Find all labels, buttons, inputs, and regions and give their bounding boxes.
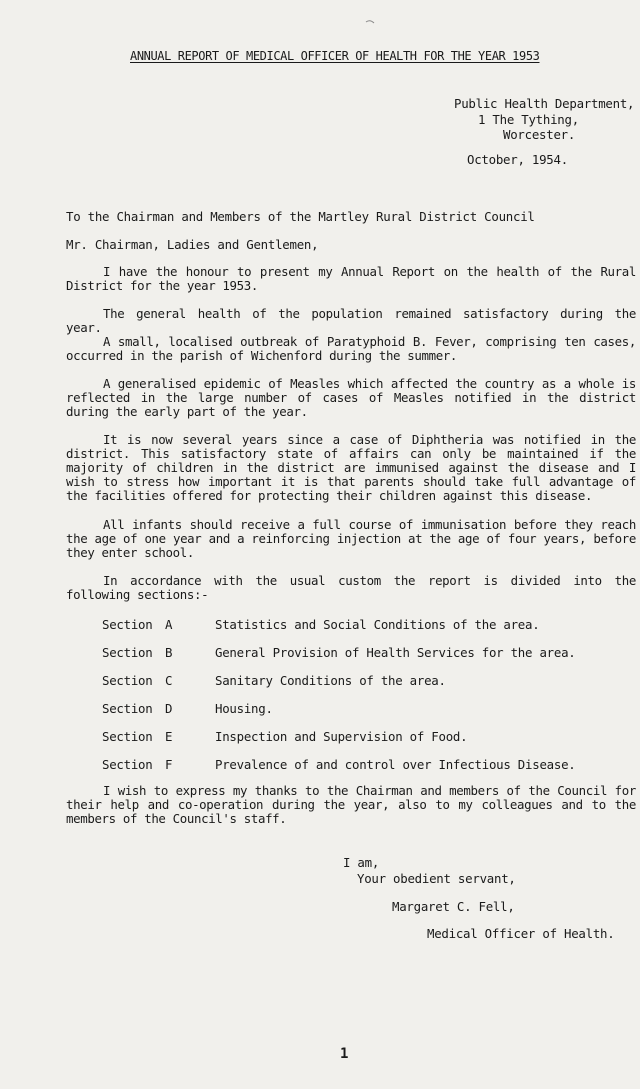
section-letter: F <box>165 757 173 772</box>
section-letter: D <box>165 701 173 716</box>
section-letter: C <box>165 673 173 688</box>
paragraph-sections-intro: In accordance with the usual custom the report is divided into the following sections:- <box>66 573 636 602</box>
section-label: Section <box>102 701 153 716</box>
signoff-name: Margaret C. Fell, <box>392 899 515 914</box>
section-title: Housing. <box>215 701 273 716</box>
section-label: Section <box>102 645 153 660</box>
section-title: Sanitary Conditions of the area. <box>215 673 446 688</box>
section-letter: E <box>165 729 173 744</box>
section-label: Section <box>102 757 153 772</box>
salutation: Mr. Chairman, Ladies and Gentlemen, <box>66 237 319 252</box>
section-title: Prevalence of and control over Infectious Disease. <box>215 757 576 772</box>
section-title: Statistics and Social Conditions of the area. <box>215 617 540 632</box>
page-number: 1 <box>340 1046 349 1062</box>
address-line-2: 1 The Tything, <box>478 112 579 127</box>
paragraph-immunisation: All infants should receive a full course of immunisation before they reach the age of one year and a reinforcing injection at the age of four years, before they enter school. <box>66 517 636 560</box>
scan-mark-icon <box>364 18 378 28</box>
signoff-title: Medical Officer of Health. <box>427 926 615 941</box>
report-date: October, 1954. <box>467 152 568 167</box>
section-letter: A <box>165 617 173 632</box>
paragraph-diphtheria: It is now several years since a case of Diphtheria was notified in the district. This satisfactory state of affairs can only be maintained if the majority of children in the district are immunised against the disease and I wish to stress how important it is that parents should take full advantage of the facilities offered for protecting their children against this disease. <box>66 432 636 503</box>
paragraph-thanks: I wish to express my thanks to the Chairman and members of the Council for their help and co-operation during the year, also to my colleagues and to the members of the Council's staff. <box>66 783 636 826</box>
signoff-servant: Your obedient servant, <box>357 871 516 886</box>
addressee: To the Chairman and Members of the Martley Rural District Council <box>66 209 535 224</box>
section-label: Section <box>102 617 153 632</box>
section-label: Section <box>102 729 153 744</box>
section-letter: B <box>165 645 173 660</box>
section-title: Inspection and Supervision of Food. <box>215 729 468 744</box>
address-line-3: Worcester. <box>503 127 576 142</box>
paragraph-report-intro: I have the honour to present my Annual Report on the health of the Rural District for the year 1953. <box>66 264 636 293</box>
section-title: General Provision of Health Services for the area. <box>215 645 576 660</box>
paragraph-measles: A generalised epidemic of Measles which affected the country as a whole is reflected in the large number of cases of Measles notified in the district during the early part of the year. <box>66 376 636 419</box>
signoff-i-am: I am, <box>343 855 380 870</box>
section-label: Section <box>102 673 153 688</box>
paragraph-paratyphoid: A small, localised outbreak of Paratyphoid B. Fever, comprising ten cases, occurred in the parish of Wichenford during the summer. <box>66 334 636 363</box>
report-header: ANNUAL REPORT OF MEDICAL OFFICER OF HEALTH FOR THE YEAR 1953 <box>130 49 540 63</box>
paragraph-general-health: The general health of the population remained satisfactory during the year. <box>66 306 636 335</box>
address-line-1: Public Health Department, <box>454 96 635 111</box>
